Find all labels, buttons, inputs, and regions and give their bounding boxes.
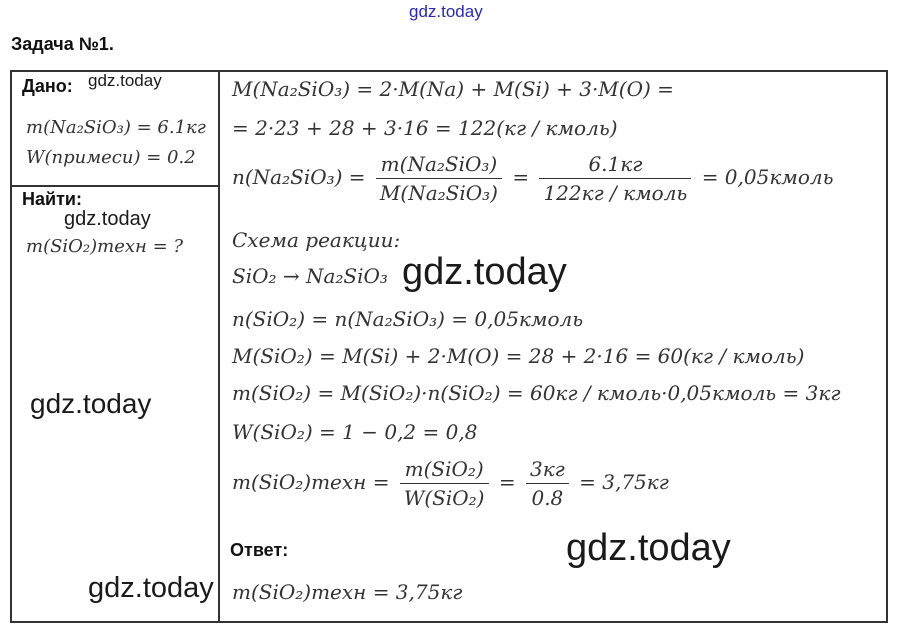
moles-fraction-1 — [376, 150, 502, 207]
reaction-scheme: SiO₂ → Na₂SiO₃ — [232, 264, 388, 288]
answer-label: Ответ: — [230, 540, 289, 560]
mass-sio2-line: m(SiO₂) = M(SiO₂)·n(SiO₂) = 60кг / кмоль·0,05кмоль = 3кг — [232, 381, 841, 405]
fraction-numerator: m(SiO₂) — [400, 455, 489, 484]
moles-sio2-line: n(SiO₂) = n(Na₂SiO₃) = 0,05кмоль — [232, 307, 584, 331]
watermark-bottom: gdz.today — [88, 572, 214, 604]
equals-sign: = — [512, 165, 530, 189]
given-mass: m(Na₂SiO₃) = 6.1кг — [26, 117, 206, 138]
given-impurity: W(примеси) = 0.2 — [26, 147, 196, 168]
watermark-center: gdz.today — [402, 251, 567, 293]
find-label: Найти: — [22, 189, 82, 209]
fraction-numerator: 6.1кг — [539, 150, 691, 179]
fraction-denominator: W(SiO₂) — [403, 486, 485, 510]
fraction-numerator: m(Na₂SiO₃) — [376, 150, 502, 179]
technical-mass-line — [232, 455, 669, 512]
column-divider — [218, 70, 220, 623]
moles-lhs: n(Na₂SiO₃) = — [232, 165, 366, 189]
watermark-find: gdz.today — [64, 208, 151, 230]
watermark-top: gdz.today — [409, 2, 483, 21]
moles-fraction-line — [232, 150, 834, 207]
fraction-denominator: 122кг / кмоль — [543, 181, 688, 205]
technical-result: = 3,75кг — [579, 470, 669, 494]
fraction-numerator: 3кг — [526, 455, 569, 484]
watermark-given: gdz.today — [88, 71, 162, 90]
fraction-sio2-line: W(SiO₂) = 1 − 0,2 = 0,8 — [232, 420, 478, 444]
moles-result: = 0,05кмоль — [701, 165, 834, 189]
moles-fraction-2 — [539, 150, 691, 207]
molar-mass-line-1: M(Na₂SiO₃) = 2·M(Na) + M(Si) + 3·M(O) = — [232, 77, 674, 101]
find-target: m(SiO₂)техн = ? — [26, 236, 184, 257]
fraction-denominator: M(Na₂SiO₃) — [379, 181, 498, 205]
equals-sign: = — [498, 470, 516, 494]
technical-fraction-2 — [526, 455, 569, 512]
task-title: Задача №1. — [11, 34, 114, 54]
fraction-denominator: 0.8 — [531, 486, 564, 510]
scheme-label: Схема реакции: — [232, 228, 401, 252]
technical-lhs: m(SiO₂)техн = — [232, 470, 390, 494]
given-label: Дано: — [22, 76, 73, 96]
watermark-answer: gdz.today — [566, 527, 731, 569]
answer-line: m(SiO₂)техн = 3,75кг — [232, 580, 463, 604]
molar-mass-sio2-line: M(SiO₂) = M(Si) + 2·M(O) = 28 + 2·16 = 60(кг / кмоль) — [232, 344, 805, 368]
given-find-divider — [10, 185, 219, 187]
technical-fraction-1 — [400, 455, 489, 512]
molar-mass-line-2: = 2·23 + 28 + 3·16 = 122(кг / кмоль) — [232, 116, 618, 140]
watermark-left: gdz.today — [30, 388, 152, 419]
